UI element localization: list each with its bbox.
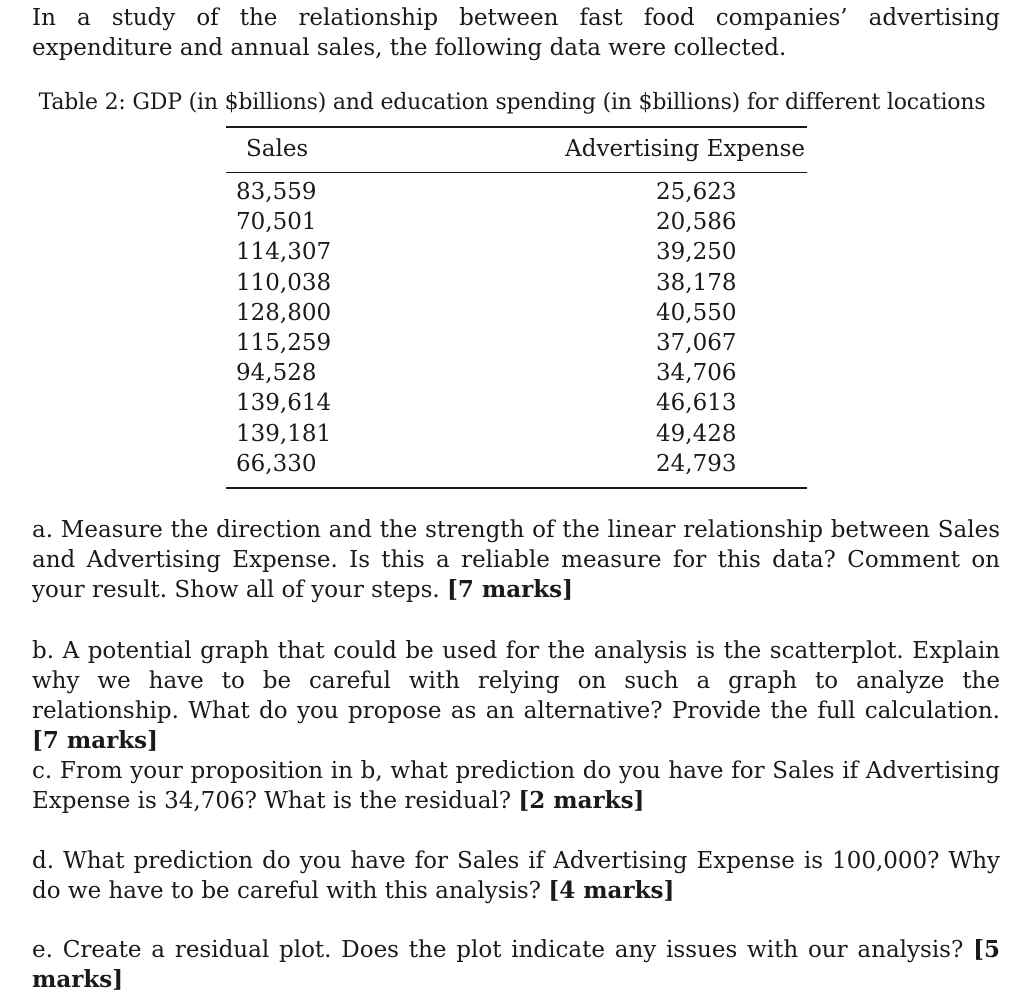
table-row [226, 390, 807, 420]
cell-advertising-expense: 37,067 [656, 329, 737, 356]
cell-sales: 94,528 [236, 360, 317, 387]
cell-sales: 139,181 [236, 420, 332, 447]
cell-sales: 139,614 [236, 390, 332, 417]
question-c-text: c. From your proposition in b, what prediction do you have for Sales if Advertising Expense is 34,706? What is the residual? [32, 758, 1000, 814]
question-b-text: b. A potential graph that could be used for the analysis is the scatterplot. Explain why we have to be careful with relying on such a graph to analyze the relationship. What do you propose as an alternative? Provide the full calculation. [32, 638, 1000, 724]
table-row [226, 270, 807, 300]
cell-advertising-expense: 39,250 [656, 239, 737, 266]
table-row [226, 421, 807, 451]
cell-advertising-expense: 46,613 [656, 390, 737, 417]
cell-advertising-expense: 25,623 [656, 179, 737, 205]
table-row [226, 360, 807, 390]
question-a-text: a. Measure the direction and the strength of the linear relationship between Sales and Advertising Expense. Is this a reliable measure for this data? Comment on your result. Show all of your steps. [32, 517, 1000, 603]
question-e-text: e. Create a residual plot. Does the plot indicate any issues with our analysis? [32, 937, 974, 963]
cell-advertising-expense: 20,586 [656, 209, 737, 236]
table-row [226, 209, 807, 239]
table-row [226, 300, 807, 330]
cell-sales: 115,259 [236, 329, 332, 356]
cell-advertising-expense: 40,550 [656, 299, 737, 326]
intro-paragraph: In a study of the relationship between fast food companies’ advertising expenditure and annual sales, the following data were collected. [32, 5, 1000, 61]
table-body [226, 173, 807, 487]
table-bottom-rule [226, 487, 807, 489]
table-row [226, 330, 807, 360]
question-b [32, 636, 1000, 756]
header-advertising-expense: Advertising Expense [565, 136, 805, 162]
header-sales: Sales [246, 136, 309, 162]
cell-sales: 110,038 [236, 269, 332, 296]
question-a [32, 515, 1000, 605]
table-row [226, 179, 807, 209]
question-e-marks: [5 marks] [32, 936, 1000, 993]
question-d-text: d. What prediction do you have for Sales if Advertising Expense is 100,000? Why do we have to be careful with this analysis? [32, 848, 1000, 904]
table-row [226, 239, 807, 269]
question-a-marks: [7 marks] [447, 576, 574, 603]
cell-sales: 66,330 [236, 450, 317, 477]
cell-sales: 128,800 [236, 299, 332, 326]
question-b-marks: [7 marks] [32, 727, 159, 754]
cell-sales: 114,307 [236, 239, 332, 266]
data-table [226, 126, 807, 489]
question-d [32, 846, 1000, 906]
table-row [226, 451, 807, 481]
question-c [32, 756, 1000, 816]
table-caption: Table 2: GDP (in $billions) and education spending (in $billions) for different locations [38, 90, 986, 115]
table-header [226, 128, 807, 172]
question-e [32, 935, 1000, 995]
cell-advertising-expense: 34,706 [656, 360, 737, 387]
question-c-marks: [2 marks] [518, 787, 645, 814]
cell-sales: 70,501 [236, 209, 317, 236]
cell-advertising-expense: 38,178 [656, 269, 737, 296]
cell-advertising-expense: 24,793 [656, 450, 737, 477]
cell-advertising-expense: 49,428 [656, 420, 737, 447]
question-d-marks: [4 marks] [548, 877, 675, 904]
cell-sales: 83,559 [236, 179, 317, 205]
